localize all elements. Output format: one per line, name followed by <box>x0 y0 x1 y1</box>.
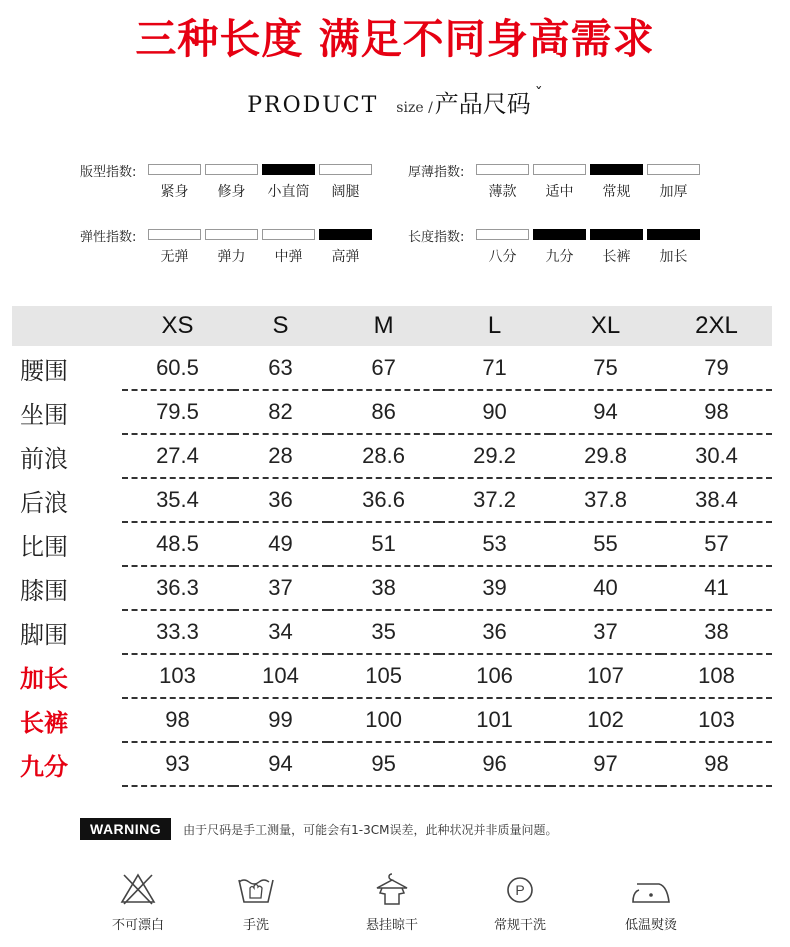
table-row <box>12 522 772 566</box>
measurement-value: 30.4 <box>661 434 772 478</box>
no-bleach-icon <box>118 872 158 906</box>
measurement-value: 36.3 <box>122 566 233 610</box>
measurement-value: 37 <box>550 610 661 654</box>
care-item-no-bleach <box>78 872 198 933</box>
index-bar <box>148 229 201 240</box>
dry-clean-icon <box>500 872 540 906</box>
index-bar <box>205 229 258 240</box>
measurement-value: 94 <box>550 390 661 434</box>
measurement-value: 35 <box>328 610 439 654</box>
product-header <box>0 84 790 119</box>
index-bar <box>476 229 529 240</box>
measurement-label: 脚围 <box>20 620 68 649</box>
index-option: 薄款 <box>488 184 517 200</box>
index-option: 长裤 <box>602 249 631 265</box>
measurement-value: 29.8 <box>550 434 661 478</box>
product-title-cn: 产品尺码 <box>434 90 531 118</box>
warning-notice <box>80 818 558 840</box>
elasticity-index-label: 弹性指数: <box>80 230 137 245</box>
index-bar <box>476 164 529 175</box>
measurement-value: 86 <box>328 390 439 434</box>
measurement-value: 98 <box>661 742 772 786</box>
measurement-value: 37.8 <box>550 478 661 522</box>
warning-message: 由于尺码是手工测量，可能会有1-3CM误差，此种状况并非质量问题。 <box>183 822 558 837</box>
measurement-value: 103 <box>661 698 772 742</box>
measurement-value: 49 <box>233 522 328 566</box>
hang-dry-icon <box>372 872 412 906</box>
warning-tag: WARNING <box>80 818 171 840</box>
index-bar <box>148 164 201 175</box>
measurement-value: 51 <box>328 522 439 566</box>
svg-text:P: P <box>515 882 525 898</box>
measurement-label: 长裤 <box>20 708 68 737</box>
size-column-header: XS <box>122 306 233 346</box>
measurement-value: 107 <box>550 654 661 698</box>
care-label: 手洗 <box>242 918 269 933</box>
index-option: 弹力 <box>217 249 246 265</box>
index-option: 中弹 <box>274 249 303 265</box>
measurement-value: 71 <box>439 346 550 390</box>
table-row <box>12 742 772 786</box>
measurement-value: 36 <box>233 478 328 522</box>
care-label: 常规干洗 <box>493 918 546 933</box>
measurement-label: 膝围 <box>20 576 68 605</box>
measurement-value: 37.2 <box>439 478 550 522</box>
measurement-value: 90 <box>439 390 550 434</box>
measurement-value: 82 <box>233 390 328 434</box>
measurement-value: 75 <box>550 346 661 390</box>
index-bar <box>319 229 372 240</box>
measurement-value: 102 <box>550 698 661 742</box>
measurement-value: 35.4 <box>122 478 233 522</box>
measurement-value: 37 <box>233 566 328 610</box>
measurement-label: 后浪 <box>20 488 68 517</box>
measurement-label: 前浪 <box>20 444 68 473</box>
index-option: 无弹 <box>160 249 189 265</box>
index-bar <box>590 164 643 175</box>
table-row <box>12 698 772 742</box>
index-bar <box>647 229 700 240</box>
measurement-value: 108 <box>661 654 772 698</box>
care-item-dry-clean <box>460 872 580 933</box>
measurement-value: 27.4 <box>122 434 233 478</box>
measurement-value: 96 <box>439 742 550 786</box>
care-label: 不可漂白 <box>111 918 164 933</box>
size-table-header <box>12 306 772 346</box>
measurement-label: 坐围 <box>20 400 68 429</box>
fit-index-label: 版型指数: <box>80 165 137 180</box>
hand-wash-icon <box>236 872 276 906</box>
length-index-label: 长度指数: <box>408 230 465 245</box>
care-label: 悬挂晾干 <box>365 918 418 933</box>
care-item-hand-wash <box>196 872 316 933</box>
index-bar <box>262 229 315 240</box>
measurement-value: 57 <box>661 522 772 566</box>
size-column-header: 2XL <box>661 306 772 346</box>
index-bar <box>533 229 586 240</box>
fit-index-bars <box>148 164 376 175</box>
measurement-value: 67 <box>328 346 439 390</box>
size-table-body <box>12 346 772 786</box>
index-option: 阔腿 <box>331 184 360 200</box>
fit-index-options <box>146 181 374 201</box>
length-index-bars <box>476 229 704 240</box>
measurement-value: 95 <box>328 742 439 786</box>
measurement-value: 29.2 <box>439 434 550 478</box>
measurement-value: 36.6 <box>328 478 439 522</box>
care-label: 低温熨烫 <box>624 918 677 933</box>
index-bar <box>205 164 258 175</box>
measurement-value: 105 <box>328 654 439 698</box>
index-option: 八分 <box>488 249 517 265</box>
thickness-index-bars <box>476 164 704 175</box>
table-row <box>12 478 772 522</box>
index-option: 加厚 <box>659 184 688 200</box>
index-option: 加长 <box>659 249 688 265</box>
measurement-value: 99 <box>233 698 328 742</box>
measurement-value: 55 <box>550 522 661 566</box>
product-title-en: PRODUCT <box>247 93 379 118</box>
table-row <box>12 346 772 390</box>
measurement-value: 53 <box>439 522 550 566</box>
measurement-value: 106 <box>439 654 550 698</box>
index-option: 高弹 <box>331 249 360 265</box>
measurement-value: 28.6 <box>328 434 439 478</box>
measurement-value: 38 <box>661 610 772 654</box>
measurement-value: 48.5 <box>122 522 233 566</box>
elasticity-index-bars <box>148 229 376 240</box>
table-row <box>12 610 772 654</box>
measurement-value: 103 <box>122 654 233 698</box>
table-row <box>12 654 772 698</box>
size-table <box>12 306 772 787</box>
measurement-value: 97 <box>550 742 661 786</box>
measurement-value: 101 <box>439 698 550 742</box>
measurement-value: 98 <box>661 390 772 434</box>
measurement-label: 加长 <box>20 664 68 693</box>
iron-low-icon <box>629 872 673 906</box>
thickness-index-label: 厚薄指数: <box>408 165 465 180</box>
index-option: 常规 <box>602 184 631 200</box>
size-column-header: XL <box>550 306 661 346</box>
index-option: 小直筒 <box>267 184 310 200</box>
table-row <box>12 566 772 610</box>
measurement-value: 79 <box>661 346 772 390</box>
measurement-value: 41 <box>661 566 772 610</box>
measurement-value: 38 <box>328 566 439 610</box>
size-table-corner <box>12 306 122 346</box>
measurement-value: 93 <box>122 742 233 786</box>
index-option: 适中 <box>545 184 574 200</box>
thickness-index-options <box>474 181 702 201</box>
index-option: 修身 <box>217 184 246 200</box>
measurement-label: 比围 <box>20 532 68 561</box>
product-size-label: size / <box>396 100 433 116</box>
measurement-value: 100 <box>328 698 439 742</box>
measurement-label: 腰围 <box>20 356 68 385</box>
index-bar <box>647 164 700 175</box>
chevron-down-icon: ˇ <box>534 84 543 103</box>
index-bar <box>590 229 643 240</box>
measurement-value: 60.5 <box>122 346 233 390</box>
measurement-value: 39 <box>439 566 550 610</box>
headline: 三种长度 满足不同身高需求 <box>135 15 655 63</box>
index-option: 紧身 <box>160 184 189 200</box>
measurement-value: 104 <box>233 654 328 698</box>
elasticity-index-options <box>146 246 374 266</box>
size-column-header: L <box>439 306 550 346</box>
length-index-options <box>474 246 702 266</box>
table-row <box>12 434 772 478</box>
index-bar <box>533 164 586 175</box>
measurement-value: 63 <box>233 346 328 390</box>
measurement-value: 33.3 <box>122 610 233 654</box>
care-item-iron-low <box>591 872 711 933</box>
index-bar <box>319 164 372 175</box>
measurement-value: 38.4 <box>661 478 772 522</box>
index-option: 九分 <box>545 249 574 265</box>
index-bar <box>262 164 315 175</box>
care-item-hang-dry <box>332 872 452 933</box>
measurement-value: 79.5 <box>122 390 233 434</box>
measurement-value: 98 <box>122 698 233 742</box>
measurement-label: 九分 <box>20 752 68 781</box>
measurement-value: 40 <box>550 566 661 610</box>
measurement-value: 34 <box>233 610 328 654</box>
measurement-value: 28 <box>233 434 328 478</box>
size-column-header: S <box>233 306 328 346</box>
size-column-header: M <box>328 306 439 346</box>
table-row <box>12 390 772 434</box>
measurement-value: 36 <box>439 610 550 654</box>
measurement-value: 94 <box>233 742 328 786</box>
